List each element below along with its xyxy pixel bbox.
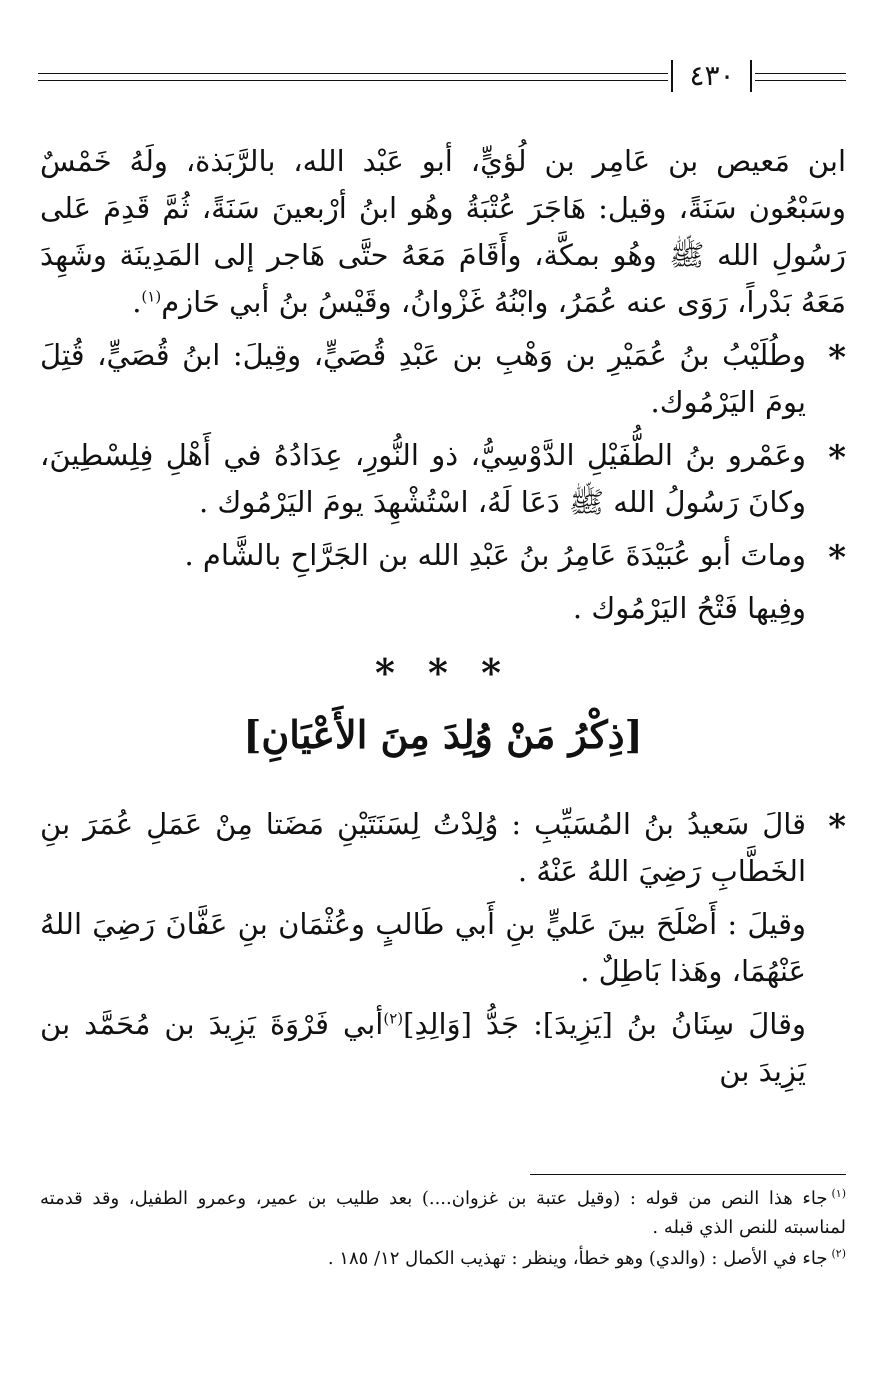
header-bar xyxy=(750,60,752,92)
footnote-rule xyxy=(530,1174,846,1175)
paragraph-text: ابن مَعيص بن عَامِر بن لُؤيٍّ، أبو عَبْد الله، بالرَّبَذة، ولَهُ خَمْسٌ وسَبْعُون سَنَةً، وقيل: هَاجَرَ عُتْبَةُ وهُو ابنُ أرْبعينَ سَنَةً، ثُمَّ قَدِمَ عَلى رَسُولِ الله ﷺ وهُو بمكَّة، وأَقَامَ مَعَهُ حتَّى هَاجر إلى المَدِينَة وشَهِدَ مَعَهُ بَدْراً، رَوَى عنه عُمَرُ، وابْنُهُ غَزْوانُ، وقَيْسُ بنُ أبي حَازم xyxy=(40,144,846,319)
footnote-mark: (١) xyxy=(831,1187,846,1200)
paragraph-text: وقيلَ : أَصْلَحَ بينَ عَليٍّ بنِ أَبي طَالبٍ وعُثْمَان بنِ عَفَّانَ رَضِيَ اللهُ عَنْهُمَا، وهَذا بَاطِلٌ . xyxy=(40,907,806,988)
footnote-reference[interactable]: (١) xyxy=(141,287,162,306)
header-rule-left xyxy=(38,73,668,81)
footnote xyxy=(40,1244,846,1273)
footnotes xyxy=(40,1184,846,1275)
paragraph-text: وفِيها فَتْحُ اليَرْمُوك . xyxy=(572,591,806,625)
bullet-paragraph xyxy=(40,801,846,895)
paragraph-text: وقالَ سِنَانُ بنُ [يَزِيدَ]: جَدُّ [وَالِدِ] xyxy=(403,1007,806,1041)
paragraph-text: أبي فَرْوَةَ يَزِيدَ بن مُحَمَّد بن يَزِيدَ بن xyxy=(40,1007,806,1088)
paragraph-text: وطُلَيْبُ بنُ عُمَيْرِ بن وَهْبِ بن عَبْدِ قُصَيٍّ، وقِيلَ: ابنُ قُصَيٍّ، قُتِلَ يومَ اليَرْمُوك. xyxy=(40,338,806,419)
paragraph-text: قالَ سَعيدُ بنُ المُسَيِّبِ : وُلِدْتُ لِسَنَتَيْنِ مَضَتا مِنْ عَمَلِ عُمَرَ بنِ الخَطَّابِ رَضِيَ اللهُ عَنْهُ . xyxy=(40,807,806,888)
bullet-paragraph xyxy=(40,432,846,526)
bullet-paragraph xyxy=(40,532,846,579)
paragraph xyxy=(40,1001,846,1095)
section-separator: * * * xyxy=(374,650,512,695)
header-rule-right xyxy=(755,73,846,81)
main-text xyxy=(40,138,846,1101)
footnote-mark: (٢) xyxy=(831,1247,846,1260)
section-heading: [ذِكْرُ مَنْ وُلِدَ مِنَ الأَعْيَانِ] xyxy=(243,712,643,757)
paragraph-text: وماتَ أبو عُبَيْدَةَ عَامِرُ بنُ عَبْدِ الله بن الجَرَّاحِ بالشَّام . xyxy=(184,538,806,572)
footnote xyxy=(40,1184,846,1242)
bullet-star-icon: * xyxy=(828,807,846,847)
paragraph-end: . xyxy=(132,285,142,319)
bullet-star-icon: * xyxy=(828,338,846,378)
paragraph xyxy=(40,138,846,326)
footnote-reference[interactable]: (٢) xyxy=(383,1009,404,1028)
bullet-paragraph xyxy=(40,332,846,426)
page-number: ٤٣٠ xyxy=(689,59,735,92)
paragraph-text: وعَمْرو بنُ الطُّفَيْلِ الدَّوْسِيُّ، ذو النُّورِ، عِدَادُهُ في أَهْلِ فِلِسْطِينَ، وكانَ رَسُولُ الله ﷺ دَعَا لَهُ، اسْتُشْهِدَ يومَ اليَرْمُوك . xyxy=(40,438,806,519)
paragraph xyxy=(40,901,846,995)
footnote-text: جاء في الأصل : (والدي) وهو خطأ، وينظر : تهذيب الكمال ١٢/ ١٨٥ . xyxy=(327,1248,828,1269)
running-header xyxy=(38,60,846,90)
bullet-star-icon: * xyxy=(828,438,846,478)
paragraph xyxy=(40,585,846,632)
bullet-star-icon: * xyxy=(828,538,846,578)
header-bar xyxy=(671,60,673,92)
footnote-text: جاء هذا النص من قوله : (وقيل عتبة بن غزوان....) بعد طليب بن عمير، وعمرو الطفيل، وقد قدمته لمناسبته للنص الذي قبله . xyxy=(40,1188,846,1238)
